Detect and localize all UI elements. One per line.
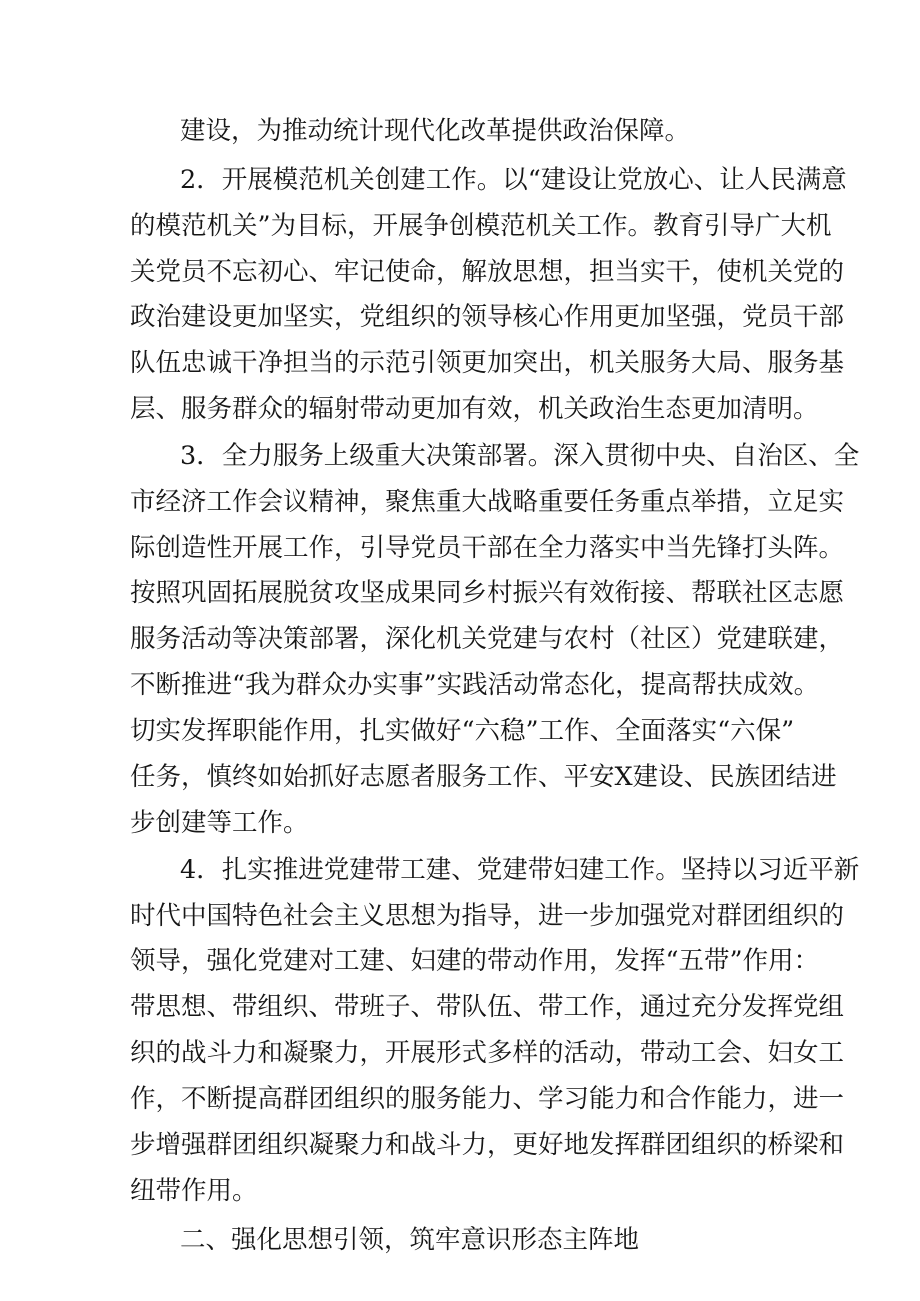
text-line: 织的战斗力和凝聚力，开展形式多样的活动，带动工会、妇女工 <box>130 1038 845 1068</box>
text-line: 步创建等工作。 <box>130 808 309 838</box>
text-line: 领导，强化党建对工建、妇建的带动作用，发挥“五带”作用： <box>130 946 820 976</box>
text-line: 纽带作用。 <box>130 1176 258 1206</box>
text-line: 任务，慎终如始抓好志愿者服务工作、平安X建设、民族团结进 <box>130 762 837 792</box>
text-line: 层、服务群众的辐射带动更加有效，机关政治生态更加清明。 <box>130 394 819 424</box>
text-line: 3．全力服务上级重大决策部署。深入贯彻中央、自治区、全 <box>180 441 860 471</box>
text-line: 政治建设更加坚实，党组织的领导核心作用更加坚强，党员干部 <box>130 302 845 332</box>
text-line: 4．扎实推进党建带工建、党建带妇建工作。坚持以习近平新 <box>180 855 860 885</box>
text-line: 2．开展模范机关创建工作。以“建设让党放心、让人民满意 <box>180 165 847 195</box>
text-line: 不断推进“我为群众办实事”实践活动常态化，提高帮扶成效。 <box>130 670 820 700</box>
text-line: 步增强群团组织凝聚力和战斗力，更好地发挥群团组织的桥梁和 <box>130 1130 845 1160</box>
text-line: 带思想、带组织、带班子、带队伍、带工作，通过充分发挥党组 <box>130 992 845 1022</box>
text-line: 服务活动等决策部署，深化机关党建与农村（社区）党建联建， <box>130 624 845 654</box>
text-line: 建设，为推动统计现代化改革提供政治保障。 <box>180 116 691 146</box>
text-line: 切实发挥职能作用，扎实做好“六稳”工作、全面落实“六保” <box>130 716 795 746</box>
text-line: 队伍忠诚干净担当的示范引领更加突出，机关服务大局、服务基 <box>130 348 845 378</box>
text-line: 市经济工作会议精神，聚焦重大战略重要任务重点举措，立足实 <box>130 487 845 517</box>
text-line: 作，不断提高群团组织的服务能力、学习能力和合作能力，进一 <box>130 1084 845 1114</box>
text-line: 的模范机关”为目标，开展争创模范机关工作。教育引导广大机 <box>130 211 832 241</box>
section-heading: 二、强化思想引领，筑牢意识形态主阵地 <box>180 1225 640 1255</box>
text-line: 时代中国特色社会主义思想为指导，进一步加强党对群团组织的 <box>130 901 845 931</box>
text-line: 按照巩固拓展脱贫攻坚成果同乡村振兴有效衔接、帮联社区志愿 <box>130 578 845 608</box>
text-line: 关党员不忘初心、牢记使命，解放思想，担当实干，使机关党的 <box>130 257 845 287</box>
text-line: 际创造性开展工作，引导党员干部在全力落实中当先锋打头阵。 <box>130 533 845 563</box>
